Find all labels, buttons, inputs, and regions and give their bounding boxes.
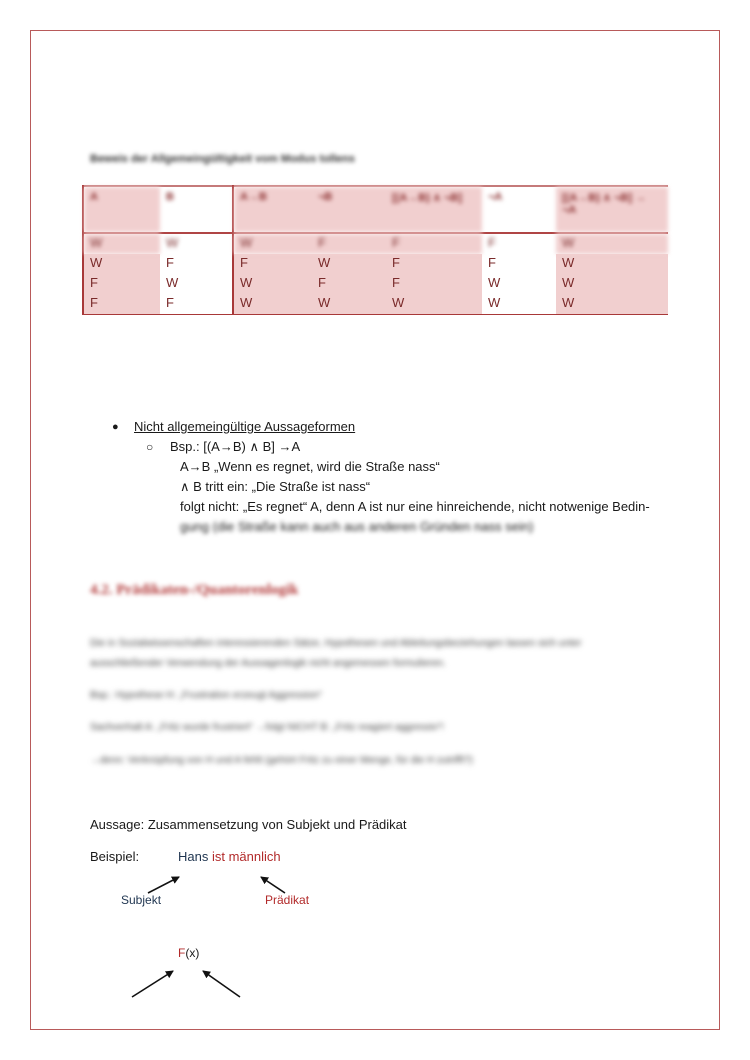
- praedikat-label: Prädikat: [265, 893, 310, 907]
- cell: W: [488, 275, 501, 290]
- cell: W: [83, 254, 160, 274]
- header-cell: [(A→B) ∧ ¬B]: [386, 186, 482, 233]
- beispiel-label: Beispiel:: [90, 849, 140, 864]
- cell: W: [482, 294, 556, 315]
- subjekt-label: Subjekt: [121, 893, 162, 907]
- cell: W: [83, 233, 160, 254]
- cell: F: [233, 254, 312, 274]
- cell: F: [160, 294, 233, 315]
- bullet-dot-icon: ●: [112, 421, 119, 433]
- formula-left-arrow-icon: [132, 971, 173, 997]
- formula-function: F: [178, 946, 186, 960]
- explanation-line: ∧ B tritt ein: „Die Straße ist nass“: [180, 479, 371, 494]
- cell: F: [386, 274, 482, 294]
- cell: W: [556, 254, 668, 274]
- section-title: 4.2. Prädikaten-/Quantorenlogik: [90, 582, 299, 598]
- paragraph: Die in Sozialwissenschaften interessierenden Sätze, Hypothesen und Ableitungsbeziehungen lassen sich unter ausschließender Verwendung der Aussagenlogik nicht angemessen formulieren.: [90, 638, 582, 669]
- cell: F: [488, 235, 496, 250]
- explanation-line: gung (die Straße kann auch aus anderen Gründen nass sein): [180, 519, 534, 534]
- cell: W: [233, 233, 312, 254]
- cell: F: [386, 233, 482, 254]
- predicate-words: ist männlich: [211, 849, 281, 864]
- cell: F: [386, 254, 482, 274]
- aussage-line: Aussage: Zusammensetzung von Subjekt und Prädikat: [90, 817, 407, 832]
- paragraph: Bsp.: Hypothese H: „Frustration erzeugt Aggression“: [90, 690, 322, 701]
- header-cell: B: [166, 191, 174, 203]
- paragraph: Sachverhalt A: „Fritz wurde frustriert“ →folgt NICHT B: „Fritz reagiert aggressiv“!: [90, 722, 444, 733]
- cell: F: [83, 294, 160, 315]
- explanation-line: A→B „Wenn es regnet, wird die Straße nass“: [180, 459, 440, 474]
- cell: W: [312, 294, 386, 315]
- subject-arrow-icon: [148, 877, 179, 893]
- formula-argument: (x): [185, 946, 200, 960]
- bullet-circle-icon: ○: [146, 440, 154, 454]
- header-cell: ¬B: [312, 186, 386, 233]
- predicate-arrow-icon: [261, 877, 285, 893]
- subject-word: Hans: [178, 849, 209, 864]
- formula-right-arrow-icon: [203, 971, 240, 997]
- cell: F: [312, 274, 386, 294]
- header-cell: A→B: [233, 186, 312, 233]
- cell: W: [556, 233, 668, 254]
- cell: W: [166, 275, 179, 290]
- explanation-line: folgt nicht: „Es regnet“ A, denn A ist nur eine hinreichende, nicht notwenige Bedin-: [180, 499, 650, 514]
- header-cell: ¬A: [488, 191, 503, 203]
- cell: W: [386, 294, 482, 315]
- bullet-text: Nicht allgemeingültige Aussageformen: [134, 419, 356, 434]
- cell: F: [312, 233, 386, 254]
- table-heading: Beweis der Allgemeingültigkeit vom Modus tollens: [90, 153, 355, 165]
- header-cell: A: [83, 186, 160, 233]
- cell: F: [83, 274, 160, 294]
- paragraph: →denn: Verknüpfung von H und A fehlt (gehört Fritz zu einer Menge, für die H zutrifft?): [90, 755, 473, 766]
- cell: W: [233, 274, 312, 294]
- cell: W: [556, 294, 668, 315]
- sub-bullet-text: Bsp.: [(A→B) ∧ B] →A: [170, 439, 301, 454]
- cell: W: [556, 274, 668, 294]
- cell: W: [312, 254, 386, 274]
- header-cell: [(A→B) ∧ ¬B] → ¬A: [556, 186, 668, 233]
- cell: F: [166, 255, 174, 270]
- cell: W: [233, 294, 312, 315]
- cell: W: [166, 235, 179, 250]
- cell: F: [488, 255, 496, 270]
